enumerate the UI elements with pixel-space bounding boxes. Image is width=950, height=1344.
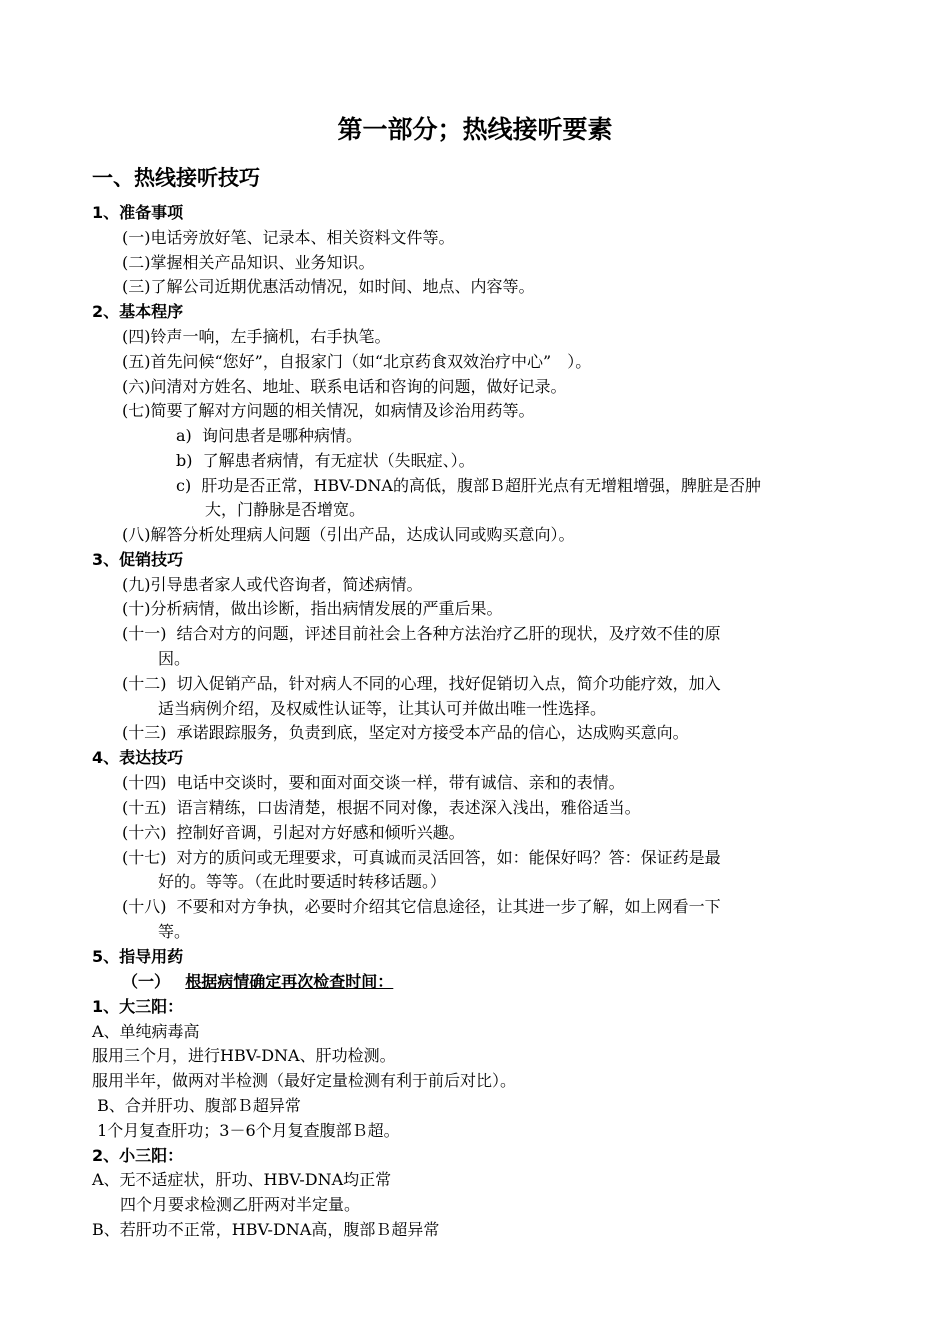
item-number: (十五) (122, 798, 167, 817)
item-text: 结合对方的问题，评述目前社会上各种方法治疗乙肝的现状，及疗效不佳的原 (176, 624, 721, 643)
group-heading: 1、大三阳： (92, 997, 184, 1016)
item-number: (十三) (122, 723, 167, 742)
item-text: 电话旁放好笔、记录本、相关资料文件等。 (150, 228, 455, 247)
item-text: 引导患者家人或代咨询者，简述病情。 (150, 575, 423, 594)
item-text: 控制好音调，引起对方好感和倾听兴趣。 (176, 823, 465, 842)
item-number: (十四) (122, 773, 167, 792)
list-item (122, 575, 423, 595)
list-item (122, 253, 375, 273)
item-text: 对方的质问或无理要求，可真诚而灵活回答，如：能保好吗？答：保证药是最 (176, 848, 721, 867)
group-heading: 2、小三阳： (92, 1146, 184, 1165)
item-number: (十一) (122, 624, 167, 643)
item-number: （一） (122, 972, 171, 991)
subsection-heading: 2、基本程序 (92, 302, 184, 321)
sub-heading-title: 根据病情确定再次检查时间： (185, 972, 394, 991)
item-number: (六) (122, 377, 151, 396)
list-item-continuation: 好的。等等。（在此时要适时转移话题。） (158, 872, 447, 891)
list-item (122, 897, 721, 917)
list-item-continuation: 适当病例介绍，及权威性认证等，让其认可并做出唯一性选择。 (158, 699, 607, 718)
sub-heading (122, 972, 393, 992)
list-item (122, 352, 591, 372)
item-text: 语言精练，口齿清楚，根据不同对像，表述深入浅出，雅俗适当。 (176, 798, 641, 817)
section-heading: 一、热线接听技巧 (92, 166, 260, 190)
item-text: 首先问候“您好”，自报家门（如“北京药食双效治疗中心” ）。 (150, 352, 592, 371)
subsection-heading: 1、准备事项 (92, 203, 184, 222)
text-line: B、若肝功不正常，HBV-DNA高，腹部Ｂ超异常 (92, 1220, 440, 1239)
item-number: (二) (122, 253, 151, 272)
item-text: 简要了解对方问题的相关情况，如病情及诊治用药等。 (150, 401, 535, 420)
sub-item-continuation: 大，门静脉是否增宽。 (205, 500, 366, 519)
item-number: a) (176, 426, 192, 445)
item-text: 分析病情，做出诊断，指出病情发展的严重后果。 (150, 599, 503, 618)
text-line: A、无不适症状，肝功、HBV-DNA均正常 (92, 1170, 392, 1189)
item-text: 切入促销产品，针对病人不同的心理，找好促销切入点，简介功能疗效，加入 (176, 674, 721, 693)
item-number: (十二) (122, 674, 167, 693)
text-line: 服用三个月，进行HBV-DNA、肝功检测。 (92, 1046, 396, 1065)
sub-item (176, 476, 761, 496)
text-line: A、单纯病毒高 (92, 1022, 200, 1041)
sub-item (176, 426, 362, 446)
list-item-continuation: 因。 (158, 649, 191, 668)
item-text: 询问患者是哪种病情。 (201, 426, 362, 445)
text-line: B、合并肝功、腹部Ｂ超异常 (92, 1096, 301, 1115)
list-item (122, 377, 567, 397)
text-line: 服用半年，做两对半检测（最好定量检测有利于前后对比）。 (92, 1071, 517, 1090)
item-number: (四) (122, 327, 151, 346)
item-text: 肝功是否正常，HBV-DNA的高低，腹部Ｂ超肝光点有无增粗增强，脾脏是否肿 (201, 476, 761, 495)
subsection-heading: 5、指导用药 (92, 947, 184, 966)
item-number: (七) (122, 401, 151, 420)
item-text: 承诺跟踪服务，负责到底，坚定对方接受本产品的信心，达成购买意向。 (176, 723, 689, 742)
item-text: 了解患者病情，有无症状（失眠症、）。 (202, 451, 475, 470)
list-item (122, 599, 503, 619)
item-text: 电话中交谈时，要和面对面交谈一样，带有诚信、亲和的表情。 (176, 773, 625, 792)
list-item (122, 823, 465, 843)
list-item (122, 228, 455, 248)
item-number: (九) (122, 575, 151, 594)
item-number: b) (176, 451, 193, 470)
item-text: 了解公司近期优惠活动情况，如时间、地点、内容等。 (150, 277, 535, 296)
item-number: (十) (122, 599, 151, 618)
list-item-continuation: 等。 (158, 922, 191, 941)
item-text: 铃声一响，左手摘机，右手执笔。 (150, 327, 391, 346)
item-text: 掌握相关产品知识、业务知识。 (150, 253, 375, 272)
item-number: (八) (122, 525, 151, 544)
subsection-heading: 3、促销技巧 (92, 550, 184, 569)
item-number: (五) (122, 352, 151, 371)
list-item (122, 798, 641, 818)
text-line: 1个月复查肝功；3－6个月复查腹部Ｂ超。 (92, 1121, 400, 1140)
subsection-heading: 4、表达技巧 (92, 748, 184, 767)
item-text: 解答分析处理病人问题（引出产品，达成认同或购买意向）。 (150, 525, 575, 544)
item-text: 不要和对方争执，必要时介绍其它信息途径，让其进一步了解，如上网看一下 (176, 897, 721, 916)
text-line: 四个月要求检测乙肝两对半定量。 (120, 1195, 361, 1214)
item-text: 问清对方姓名、地址、联系电话和咨询的问题，做好记录。 (150, 377, 567, 396)
list-item (122, 327, 391, 347)
list-item (122, 723, 689, 743)
page-title: 第一部分；热线接听要素 (337, 115, 613, 144)
item-number: (十六) (122, 823, 167, 842)
list-item (122, 525, 575, 545)
list-item (122, 848, 721, 868)
item-number: (一) (122, 228, 151, 247)
sub-item (176, 451, 475, 471)
list-item (122, 401, 535, 421)
item-number: (十七) (122, 848, 167, 867)
item-number: (十八) (122, 897, 167, 916)
list-item (122, 277, 535, 297)
item-number: c) (176, 476, 192, 495)
item-number: (三) (122, 277, 151, 296)
list-item (122, 674, 721, 694)
list-item (122, 773, 625, 793)
list-item (122, 624, 721, 644)
